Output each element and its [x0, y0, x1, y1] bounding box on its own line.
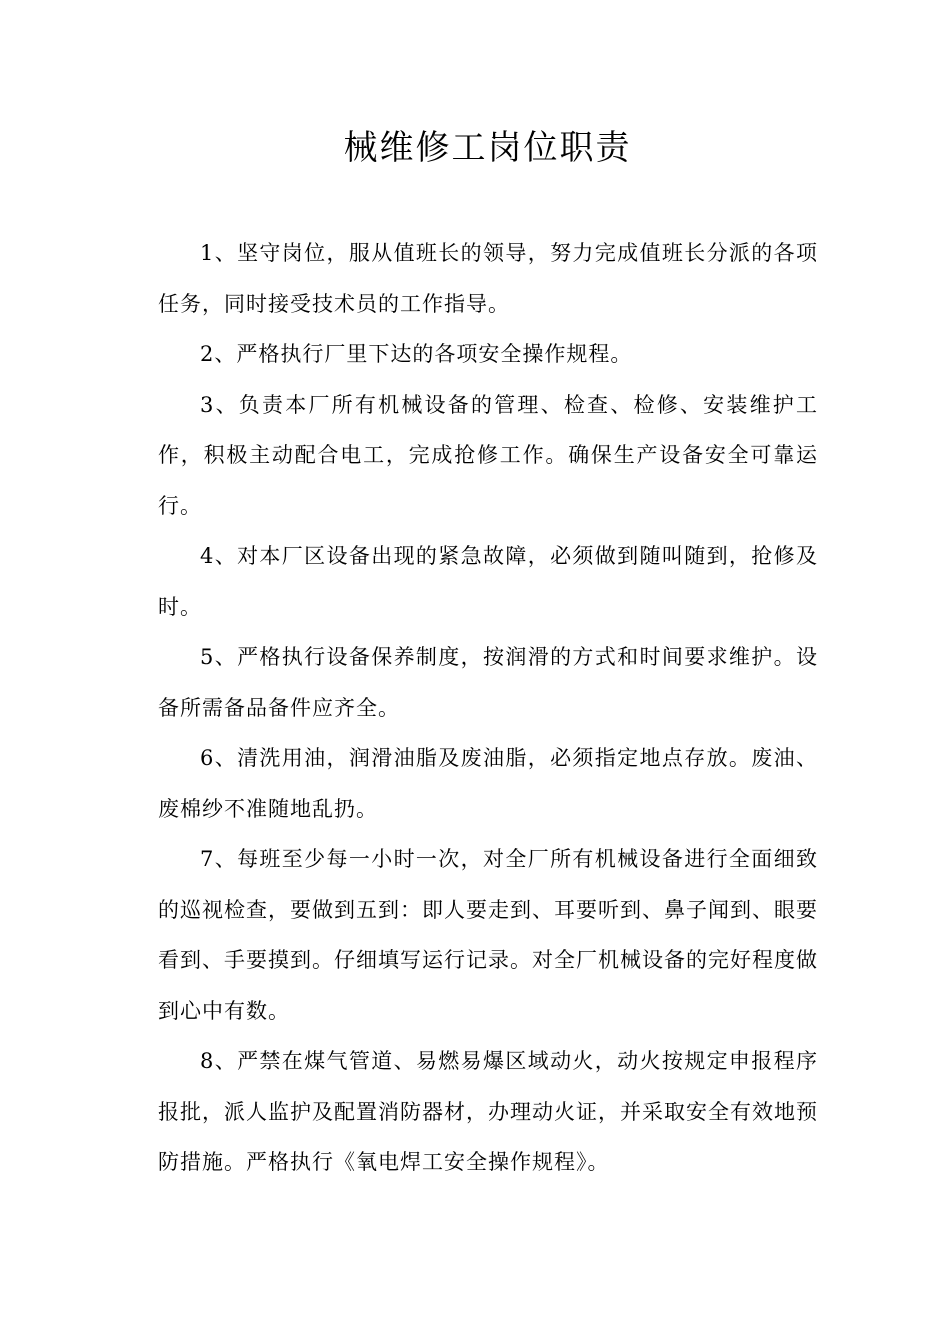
duty-item-5: 5、严格执行设备保养制度，按润滑的方式和时间要求维护。设备所需备品备件应齐全。	[158, 645, 818, 720]
duty-item-8: 8、严禁在煤气管道、易燃易爆区域动火，动火按规定申报程序报批，派人监护及配置消防器材，办理动火证，并采取安全有效地预防措施。严格执行《氧电焊工安全操作规程》。	[158, 1049, 818, 1174]
document-title: 械维修工岗位职责	[343, 128, 632, 168]
duty-item-6: 6、清洗用油，润滑油脂及废油脂，必须指定地点存放。废油、废棉纱不准随地乱扔。	[158, 746, 818, 821]
document-body	[158, 228, 818, 1188]
duty-item-7: 7、每班至少每一小时一次，对全厂所有机械设备进行全面细致的巡视检查，要做到五到：即人要走到、耳要听到、鼻子闻到、眼要看到、手要摸到。仔细填写运行记录。对全厂机械设备的完好程度做到心中有数。	[158, 847, 818, 1023]
duty-item-1: 1、坚守岗位，服从值班长的领导，努力完成值班长分派的各项任务，同时接受技术员的工作指导。	[158, 241, 818, 316]
duty-item-2: 2、严格执行厂里下达的各项安全操作规程。	[200, 342, 633, 366]
duty-item-4: 4、对本厂区设备出现的紧急故障，必须做到随叫随到，抢修及时。	[158, 544, 818, 619]
duty-item-3: 3、负责本厂所有机械设备的管理、检查、检修、安装维护工作，积极主动配合电工，完成抢修工作。确保生产设备安全可靠运行。	[158, 392, 818, 518]
